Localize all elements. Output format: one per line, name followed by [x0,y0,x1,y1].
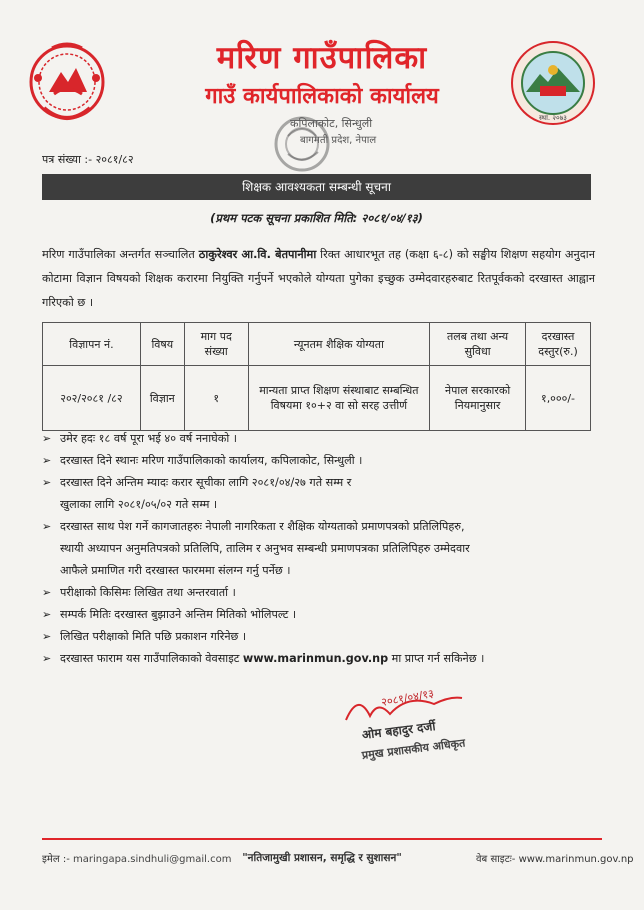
col-header-subject: विषय [140,323,184,366]
col-header-posts: माग पद संख्या [184,323,248,366]
paragraph-part2: रिक्त आधारभूत तह (कक्षा ६-८) को सङ्घीय शिक्षण सहयोग अनुदान कोटामा विज्ञान विषयको शिक्षक करारमा नियुक्ति गर्नुपर्ने भएकोले योग्यता पुगेका इच्छुक उम्मेदवारहरुबाट रितपूर्वकको दरखास्त आह्वान गरिएको छ । [42,248,596,309]
footer-motto: "नतिजामुखी प्रशासन, समृद्धि र सुशासन" [242,852,402,864]
signature-date: २०८१/०४/१३ [380,686,435,709]
paragraph-part1: मरिण गाउँपालिका अन्तर्गत सञ्चालित [42,248,199,261]
arrow-icon: ➢ [42,608,52,621]
list-item: ➢ सम्पर्क मितिः दरखास्त बुझाउने अन्तिम मितिको भोलिपल्ट । [42,604,602,626]
round-stamp-icon [266,112,342,176]
list-item: ➢ दरखास्त दिने स्थानः मरिण गाउँपालिकाको कार्यालय, कपिलाकोट, सिन्धुली । [42,450,602,472]
web-link[interactable]: www.marinmun.gov.np [518,854,634,865]
reference-number: पत्र संख्या :- २०८१/८२ [42,153,134,166]
list-item: ➢ उमेर हदः १८ वर्ष पूरा भई ४० वर्ष ननाघेको । [42,428,602,450]
footer-divider [42,838,602,840]
list-item: ➢ दरखास्त फाराम यस गाउँपालिकाको वेवसाइट www.marinmun.gov.np मा प्राप्त गर्न सकिनेछ । [42,648,602,670]
cell-salary: नेपाल सरकारको नियमानुसार [430,366,526,431]
publication-date: (प्रथम पटक सूचना प्रकाशित मिति: २०८१/०४/१३) [210,211,423,225]
list-item: ➢ दरखास्त दिने अन्तिम म्यादः करार सूचीका लागि २०८१/०४/२७ गते सम्म र खुलाका लागि २०८१/०५/०२ गते सम्म । [42,472,602,516]
footer-website: वेब साइटः- www.marinmun.gov.np [476,854,634,865]
cell-posts: १ [184,366,248,431]
table-row [43,366,591,431]
address-line1: कपिलाकोट, सिन्धुली [290,117,373,130]
office-subtitle: गाउँ कार्यपालिकाको कार्यालय [205,84,439,109]
col-header-ad-number: विज्ञापन नं. [43,323,141,366]
website-link[interactable]: www.marinmun.gov.np [242,652,389,665]
cell-qualification: मान्यता प्राप्त शिक्षण संस्थाबाट सम्बन्धित विषयमा १०+२ वा सो सरह उत्तीर्ण [248,366,430,431]
list-item: ➢ लिखित परीक्षाको मिति पछि प्रकाशन गरिनेछ । [42,626,602,648]
col-header-salary: तलब तथा अन्य सुविधा [430,323,526,366]
arrow-icon: ➢ [42,630,52,643]
address-line2: बागमती प्रदेश, नेपाल [300,135,377,146]
arrow-icon: ➢ [42,454,52,467]
school-name: ठाकुरेश्वर आ.वि. बेतपानीमा [198,248,317,261]
list-item: ➢ परीक्षाको किसिमः लिखित तथा अन्तरवार्ता । [42,582,602,604]
arrow-icon: ➢ [42,520,52,533]
arrow-icon: ➢ [42,476,52,489]
signatory-title: प्रमुख प्रशासकीय अधिकृत [361,736,466,762]
municipality-seal-icon [510,40,596,126]
arrow-icon: ➢ [42,586,52,599]
cell-ad-number: २०२/२०८१ /८२ [43,366,141,431]
list-item: ➢ दरखास्त साथ पेश गर्ने कागजातहरुः नेपाली नागरिकता र शैक्षिक योग्यताको प्रमाणपत्रको प्रतिलिपिहरु, स्थायी अध्यापन अनुमतिपत्रको प्रतिलिपि, तालिम र अनुभव सम्बन्धी प्रमाणपत्रका प्रतिलिपिहरु उम्मेदवार आफैले प्रमाणित गरी दरखास्त फारममा संलग्न गर्नु पर्नेछ । [42,516,602,582]
col-header-fee: दरखास्त दस्तुर(रु.) [526,323,591,366]
arrow-icon: ➢ [42,652,52,665]
notice-paragraph [42,243,595,315]
signatory-name: ओम बहादुर दर्जी [361,719,437,742]
cell-subject: विज्ञान [140,366,184,431]
email-link[interactable]: maringapa.sindhuli@gmail.com [73,854,232,865]
conditions-list [42,428,602,670]
table-header-row [43,323,591,366]
municipality-title: मरिण गाउँपालिका [216,40,428,76]
seal-text: स्था. २०७३ [539,114,567,122]
cell-fee: १,०००/- [526,366,591,431]
footer-email: इमेल :- maringapa.sindhuli@gmail.com [42,854,232,865]
arrow-icon: ➢ [42,432,52,445]
col-header-qualification: न्यूनतम शैक्षिक योग्यता [248,323,430,366]
vacancy-table [42,322,591,431]
nepal-emblem-icon [24,38,110,134]
notice-banner: शिक्षक आवश्यकता सम्बन्धी सूचना [42,174,591,200]
